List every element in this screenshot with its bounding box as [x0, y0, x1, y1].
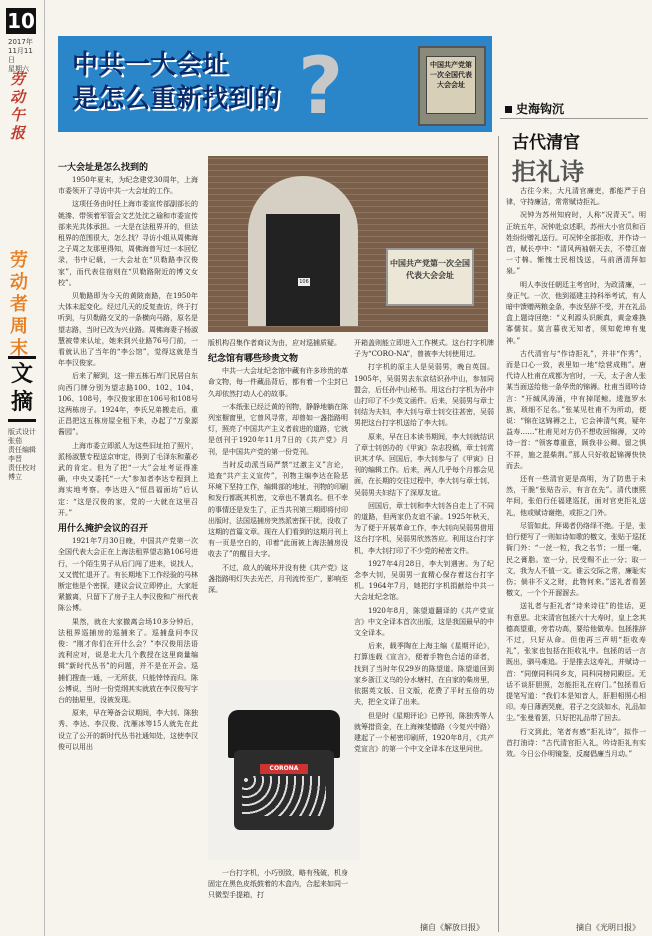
- article-column-2: [208, 338, 348, 678]
- paragraph: 版机构召集作者商议为由，应对巡捕质疑。: [208, 339, 341, 347]
- article-column-3: [354, 338, 494, 924]
- right-article-body: [506, 186, 646, 920]
- paragraph: 上海市委立即派人为这些旧址拍了照片，派杨淑慧专程送京审定，得到了毛泽东和董必武的肯定。但为了把“一大”会址考证得准确，中央又委托“一大”参加者李达专程到上海实地考察。李达进入“恒昌福面坊”后认定：“这是汉俊的家，党的一大就在这里召开。”: [58, 441, 198, 517]
- paragraph: 1927年4月28日，李大钊遇害。为了纪念李大钊，吴弱男一直精心保存着这台打字机。1964年7月，她把打字机捐献给中共一大会址纪念馆。: [354, 559, 494, 602]
- paragraph: 果然，就在大家撤离会场10多分钟后，法租界巡捕房的巡捕来了。巡捕盘问李汉俊：“刚才你们在开什么会？”李汉俊用法语流利应对，说是北大几个教授在这里商量编辑“新时代丛书”的问题，并不是在开会。巡捕们搜查一通，一无所获，只能悻悻而归。陈公博说，当时一份党纲其实就放在李汉俊写字台的抽屉里，没被发现。: [58, 617, 198, 704]
- paragraph: 开箱盖则能立即进入工作模式。这台打字机牌子为“CORO-NA”，曾被李大钊使用过。: [354, 339, 494, 359]
- paragraph: 一台打字机，小巧别致，略有残破，机身固定在黑色皮纸鼓着的木盒内，合起来如同一只微型手提箱，打: [208, 869, 348, 900]
- question-mark-graphic: ?: [298, 42, 344, 132]
- article-title: 古代清官: [512, 133, 580, 153]
- editor-line: 责任校对 傅立: [8, 464, 36, 481]
- headline: [72, 48, 280, 116]
- paragraph: 中共一大会址纪念馆中藏有许多珍贵的革命文物，每一件藏品背后，都有着一个尘封已久却依然打动人心的故事。: [208, 367, 348, 398]
- paragraph: 古代清官与“作诗拒礼”，并非“作秀”，而是口心一致，表里如一地“绘营成贿”。唐代诗人杜甫在成都为官时，一天，太子舍人张某当面送给他一条华贵的锦褥。杜甫当即吟诗言：“开缄风涛涌，中有掉尾鲸。逶迤罗水族，琐细不足名。”张某见杜甫不为所动，便说：“锦在这锦褥之上，它会神清气爽，疑年益寿……”杜甫见对方仍不想收回锦褥，又吟诗一首：“领客尊重意，顾我非公卿。留之惧不祥，施之混柴荆。”那人只好收起锦褥快快而去。: [506, 349, 646, 470]
- building-photo: [208, 156, 488, 332]
- article-column-1: [58, 160, 198, 932]
- typewriter-keys: [242, 776, 326, 816]
- date-line: 2017年: [8, 38, 33, 46]
- newspaper-masthead: 劳动午报: [10, 70, 26, 142]
- paragraph: 回国后，章士钊和李大钊各自走上了不同的道路，但两家仍友谊不渝。1925年秋天，为了便于开展革命工作，李大钊向吴弱男借用这台打字机，吴弱男欣然答应。利用这台打字机，李大钊打印了不少党的秘密文件。: [354, 501, 494, 555]
- column-subname: 文摘: [8, 356, 36, 422]
- paragraph: 贝勒路即为今天的黄陂南路，在1950年大体未起变化。经过几天的反复查访，终于打听到，与贝勒路交叉的一条横向马路，原名是望志路，当时已改为兴业路。周佛海妻子杨淑慧被带来认址，她来到兴业路76号门前，一看就认出了当年的“李公馆”，觉得这就是当年李汉俊家。: [58, 292, 198, 368]
- article-title-highlight: 拒礼诗: [512, 158, 584, 186]
- issue-date: [8, 38, 38, 74]
- paragraph: 当时反动派当局严禁“过激主义”言论，追查“共产主义宣传”，刊物主编李达在险恶环境下坚持工作，编辑部的地址、刊物的印刷和发行都既其机密，文章也不署真名。但不幸的事情还是发生了，正当共刊第三期即将付印出版时，法国巡捕房突然派密探干扰，没收了这期的首篇文章。现在人们看到的这期月刊上有一页是空白的，印着“此面被上海法捕房没收去了”的醒目大字。: [208, 460, 348, 559]
- headline-banner: [58, 36, 492, 132]
- subheading: 纪念馆有哪些珍贵文物: [208, 354, 299, 365]
- column-divider: [498, 136, 499, 932]
- editor-line: 责任编辑 李晋: [8, 446, 36, 463]
- section-label: 史海钩沉: [505, 100, 564, 117]
- paragraph: 送礼者与拒礼者“诗来诗往”的佳话，更有意思。北宋清官包拯六十大寿时，皇上念其德高望重，旁若功高，要给他做寿。包拯推辞不过，只好从命。但他再三声明“拒收寿礼”，张家也包括在拒收礼中。包拯的话一言既出，驷马难追。于是推去这寿礼，并赋诗一首：“同僚同科同乡友，同科同榜同殿臣。无话不谈肝胆照，怎能拒礼在府门。”包拯看后提笔写道：“我们本是知音人，肝胆相照心相印。寿日薄酒哭鹿，君子之交淡如水，礼品如尘。”张曼看罢，只好把礼品带了回去。: [506, 602, 646, 723]
- editor-credits: [8, 428, 38, 482]
- paragraph: 还有一些清官更是高明，为了防患于未然，干脆“张贴告示，有言在先”。清代康熙年间，张伯行任福建巡抚，面对官吏拒礼送礼，他或赋诗谢绝，或拒之门外。: [506, 475, 646, 517]
- plaque-text: 中国共产党第一次全国代表大会会址: [426, 56, 476, 114]
- paragraph: 况钟为苏州知府时，人称“况青天”。明正统五年，况钟赴京述职，苏州大小官员和百姓纷纷赠礼送行。可况钟全部拒收，并作诗一首，赋长亭中：“清风两袖朝天去，不带江南一寸棉。惭愧士民相饯送，马前酒清拜如泉。”: [506, 211, 646, 276]
- paragraph: 1950年夏末，为纪念建党30周年，上海市委领开了寻访中共一大会址的工作。: [58, 176, 198, 196]
- source-credit: 摘自《解放日报》: [420, 923, 484, 932]
- plaque-photo: [418, 46, 486, 126]
- typewriter-photo: [208, 680, 360, 860]
- column-name: 劳动者周末: [10, 250, 28, 359]
- paragraph: 1920年8月，陈望道翻译的《共产党宣言》中文全译本首次出版，这是我国最早的中文全译本。: [354, 606, 494, 638]
- subheading: 用什么掩护会议的召开: [58, 524, 149, 535]
- date-line: 11月11日: [8, 47, 33, 64]
- typewriter-brand: CORONA: [260, 764, 308, 774]
- paragraph: 这项任务由时任上海市委宣传部副部长的姚溱、带领着军管会文艺处沈之瑜和市委宣传部来光共体承担。一大是在法租界开的，但法租界的范围很大，怎么找？寻访小组从周佛海之子周之友那里得知，周佛海曾写过一本回忆录，书中记载，一大会址在“贝勒路李汉俊家”，而代表住宿则在“贝勒路附近的博文女校”。: [58, 200, 198, 287]
- paragraph: 不过，敌人的破坏并没有使《共产党》这盏指路明灯失去光芒，月刊流传至广，影响至深。: [208, 563, 348, 595]
- article-column-2-bottom: [208, 868, 348, 932]
- source-credit: 摘自《光明日报》: [576, 923, 640, 932]
- square-bullet-icon: [505, 106, 512, 113]
- paragraph: 后来，载季陶在上海主编《星期评论》，打算连载《宣言》，便着手物色合适的译者，找到了当时年仅29岁的陈望道。陈望道回到家乡浙江义乌的分水塘村，在自家的柴房里，依据英文版、日文版，花费了平时五倍的功夫，把全文译了出来。: [354, 642, 494, 707]
- paragraph: 1921年7月30日晚，中国共产党第一次全国代表大会正在上海法租界望志路106号进行，一个陌生男子从后门闯了进来，说找人，又又慌忙退开了。有长期地下工作经验的马林断定他是个密探，建议会议立即停止，大家赶紧撤离，只留下了房子主人李汉俊和广州代表陈公博。: [58, 537, 198, 613]
- headline-line1: 中共一大会址: [72, 50, 229, 80]
- black-door: [266, 214, 340, 326]
- paragraph: 明人李汝任朝廷主考官时，为政清廉，一身正气。一次，他到福建主持科举考试，有人暗中馈赠两粮金条，李汝坚辞不受，并在礼品盒上题诗回绝：“义利源头识颇真，黄金难换寡儒贫。莫言暮夜无知者，须知乾坤有鬼神。”: [506, 280, 646, 345]
- date-line: 星期六: [8, 65, 29, 73]
- paragraph: 尽管如此，拜谒者仍络绎不绝。于是，张伯行便写了一则如诗如歌的檄文，张贴于巡抚衙门外：“一丝一粒，我之名节；一厘一毫，民之膏脂。宽一分，民受赐不止一分；取一文，我为人不值一文。谁云交际之常，廉耻实伤；倘非不义之财，此物何来。”送礼者看罢檄文，一个个开溜溜去。: [506, 521, 646, 598]
- headline-line2: 是怎么重新找到的: [72, 84, 281, 114]
- paragraph: 后来了解到，这一排五栋石库门民居自东向西门牌分别为望志路100、102、104、106、108号，李汉俊家即在106号和108号这两栋房子。1924年，李氏兄弟搬走后，重正昌把这五栋房屋全租下来，办起了“万象源酱园”。: [58, 372, 198, 437]
- paragraph: 原来，早在日本读书期间，李大钊就结识了章士钊创办的《甲寅》杂志投稿，章士钊赏识其才华。回国后，李大钊参与了《甲寅》日刊的编辑工作。后来，两人几乎每个月都会见面，在长期的交往过程中，李大钊与章士钊、吴弱男夫妇结下了深厚友谊。: [354, 432, 494, 497]
- divider: [500, 118, 648, 119]
- paragraph: 行文到此，笔者有感“拒礼诗”，拟作一首打油诗：“古代清官拒入礼，吟诗拒礼有实效。今日公仆明镜鉴，反腐倡廉当月动。”: [506, 727, 646, 758]
- paragraph: 但是时《星期评论》已停刊，陈独秀等人就筹措资金，在上海辣斐德路（今复兴中路）建起了一个秘密印刷所，1920年8月，《共产党宣言》的第一个中文全译本在这里问世。: [354, 711, 494, 754]
- subheading: 一大会址是怎么找到的: [58, 163, 149, 173]
- paragraph: 一本纸张已经泛黄的刊物，静静地躺在陈列室橱窗里，它曾风寻常，却曾如一盏指路明灯，照亮了中国共产主义者前进的道路，它就是创刊于1920年11月7日的《共产党》月刊，是中国共产党的第一份党刊。: [208, 402, 348, 456]
- page-number: 10: [7, 9, 35, 33]
- door-number: 106: [299, 279, 309, 285]
- memorial-plaque: 中国共产党第一次全国代表大会会址: [386, 248, 474, 306]
- paragraph: 原来，早在筹备会议期间，李大钊、陈独秀、李达、李汉俊、沈雁冰等15人就先在此设立了公开的新时代丛书社通知处，这使李汉俊可以用出: [58, 709, 198, 751]
- paragraph: 古往今来，大凡清官廉吏，都能严于自律，守持廉洁，常常赋诗拒礼。: [506, 187, 646, 207]
- paragraph: 打字机的原主人是吴弱男，晚自英国。1905年，吴弱男去东京结识孙中山，参加同盟会，后任孙中山秘书。用这台打字机为孙中山打印了不少英文函件。后来，吴弱男与章士钊结为夫妇，李大钊与章士钊交往甚密，吴弱男把这台打字机送给了李大钊。: [354, 363, 494, 428]
- editor-line: 版式设计 张茄: [8, 428, 36, 445]
